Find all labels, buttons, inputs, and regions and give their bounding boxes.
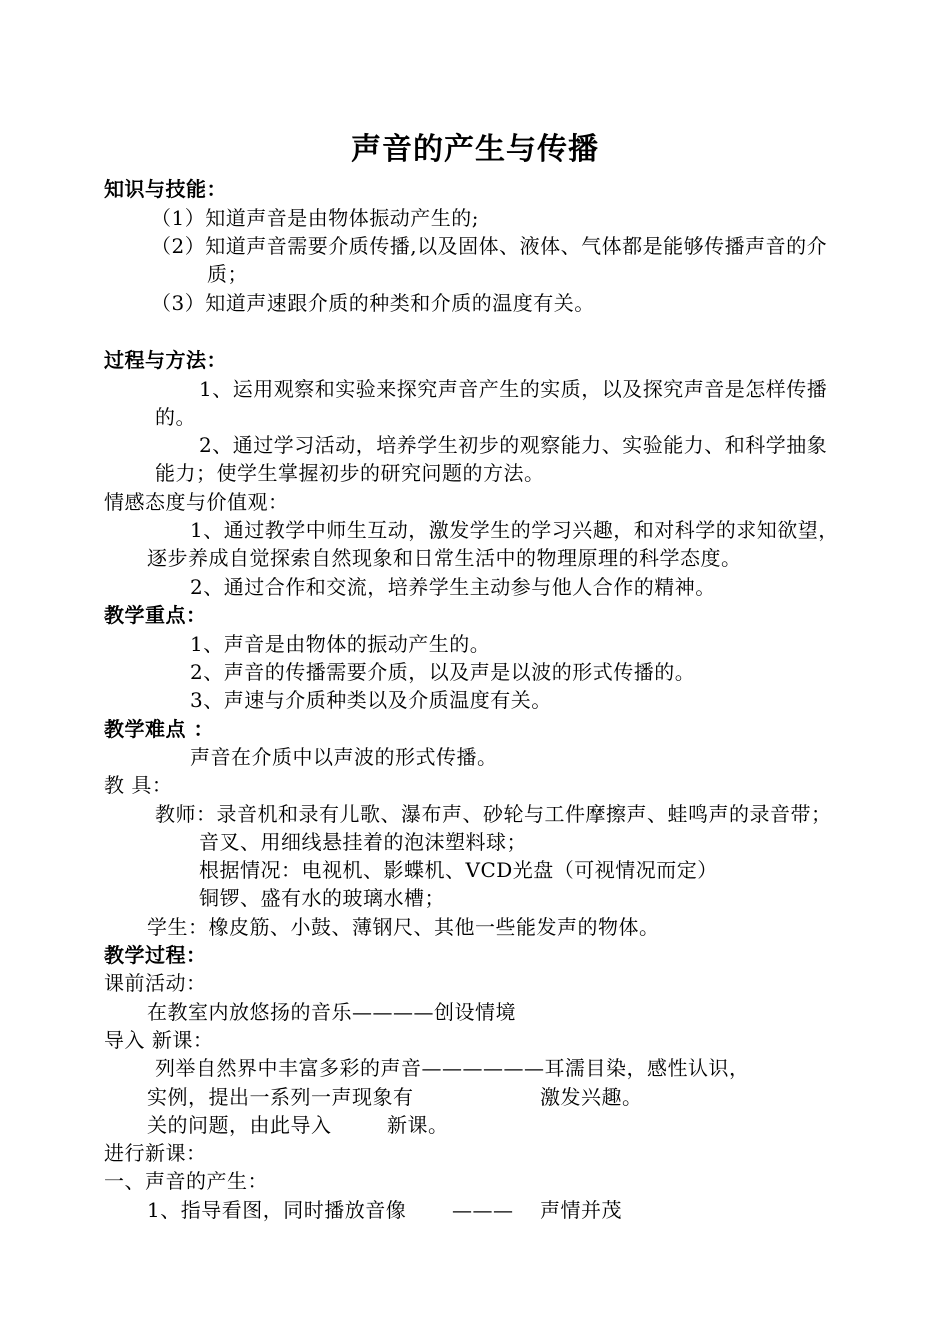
text-line: （2）知道声音需要介质传播,以及固体、液体、气体都是能够传播声音的介 bbox=[151, 234, 828, 258]
document-title: 声音的产生与传播 bbox=[351, 132, 599, 167]
text-line: 情感态度与价值观： bbox=[104, 490, 289, 514]
text-line: 教师：录音机和录有儿歌、瀑布声、砂轮与工件摩擦声、蛙鸣声的录音带； bbox=[155, 802, 832, 826]
text-line: 音叉、用细线悬挂着的泡沫塑料球； bbox=[199, 830, 527, 854]
section-heading: 过程与方法： bbox=[104, 348, 227, 372]
section-heading: 知识与技能： bbox=[104, 177, 227, 201]
text-line: 2、通过学习活动，培养学生初步的观察能力、实验能力、和科学抽象 bbox=[199, 433, 828, 457]
text-line: 关的问题，由此导入 bbox=[147, 1113, 332, 1137]
text-line: 激发兴趣。 bbox=[540, 1085, 643, 1109]
section-heading: 教学难点 ： bbox=[104, 717, 214, 741]
text-line: 2、声音的传播需要介质，以及声是以波的形式传播的。 bbox=[190, 660, 696, 684]
text-line: 铜锣、盛有水的玻璃水槽； bbox=[199, 886, 445, 910]
section-heading: 教学过程： bbox=[104, 943, 207, 967]
text-line: 1、声音是由物体的振动产生的。 bbox=[190, 632, 491, 656]
text-line: 一、声音的产生： bbox=[104, 1169, 268, 1193]
text-line: 声情并茂 bbox=[540, 1198, 622, 1222]
text-line: 根据情况：电视机、影蝶机、VCD光盘（可视情况而定） bbox=[199, 858, 718, 882]
text-line: （1）知道声音是由物体振动产生的; bbox=[151, 206, 479, 230]
text-line: 能力；使学生掌握初步的研究问题的方法。 bbox=[155, 461, 545, 485]
text-line: 实例，提出一系列一声现象有 bbox=[147, 1085, 414, 1109]
text-line: 2、通过合作和交流，培养学生主动参与他人合作的精神。 bbox=[190, 575, 716, 599]
text-line: 进行新课： bbox=[104, 1141, 207, 1165]
text-line: 教 具： bbox=[104, 773, 173, 797]
text-line: 1、通过教学中师生互动，激发学生的学习兴趣，和对科学的求知欲望， bbox=[190, 518, 839, 542]
text-line: 列举自然界中丰富多彩的声音——————耳濡目染，感性认识， bbox=[155, 1056, 750, 1080]
text-line: 3、声速与介质种类以及介质温度有关。 bbox=[190, 688, 552, 712]
text-line: 1、运用观察和实验来探究声音产生的实质，以及探究声音是怎样传播 bbox=[199, 377, 828, 401]
text-line: 学生：橡皮筋、小鼓、薄钢尺、其他一些能发声的物体。 bbox=[147, 915, 660, 939]
text-line: 课前活动： bbox=[104, 971, 207, 995]
text-line: 声音在介质中以声波的形式传播。 bbox=[190, 745, 498, 769]
section-heading: 教学重点： bbox=[104, 603, 207, 627]
text-line: 逐步养成自觉探索自然现象和日常生活中的物理原理的科学态度。 bbox=[147, 546, 742, 570]
text-line: （3）知道声速跟介质的种类和介质的温度有关。 bbox=[151, 291, 595, 315]
text-line: 1、指导看图，同时播放音像 bbox=[147, 1198, 407, 1222]
text-line: 导入 新课： bbox=[104, 1028, 214, 1052]
text-line: ——— bbox=[452, 1198, 514, 1222]
text-line: 新课。 bbox=[387, 1113, 449, 1137]
text-line: 在教室内放悠扬的音乐————创设情境 bbox=[147, 1000, 516, 1024]
text-line: 的。 bbox=[155, 405, 196, 429]
text-line: 质； bbox=[207, 262, 248, 286]
